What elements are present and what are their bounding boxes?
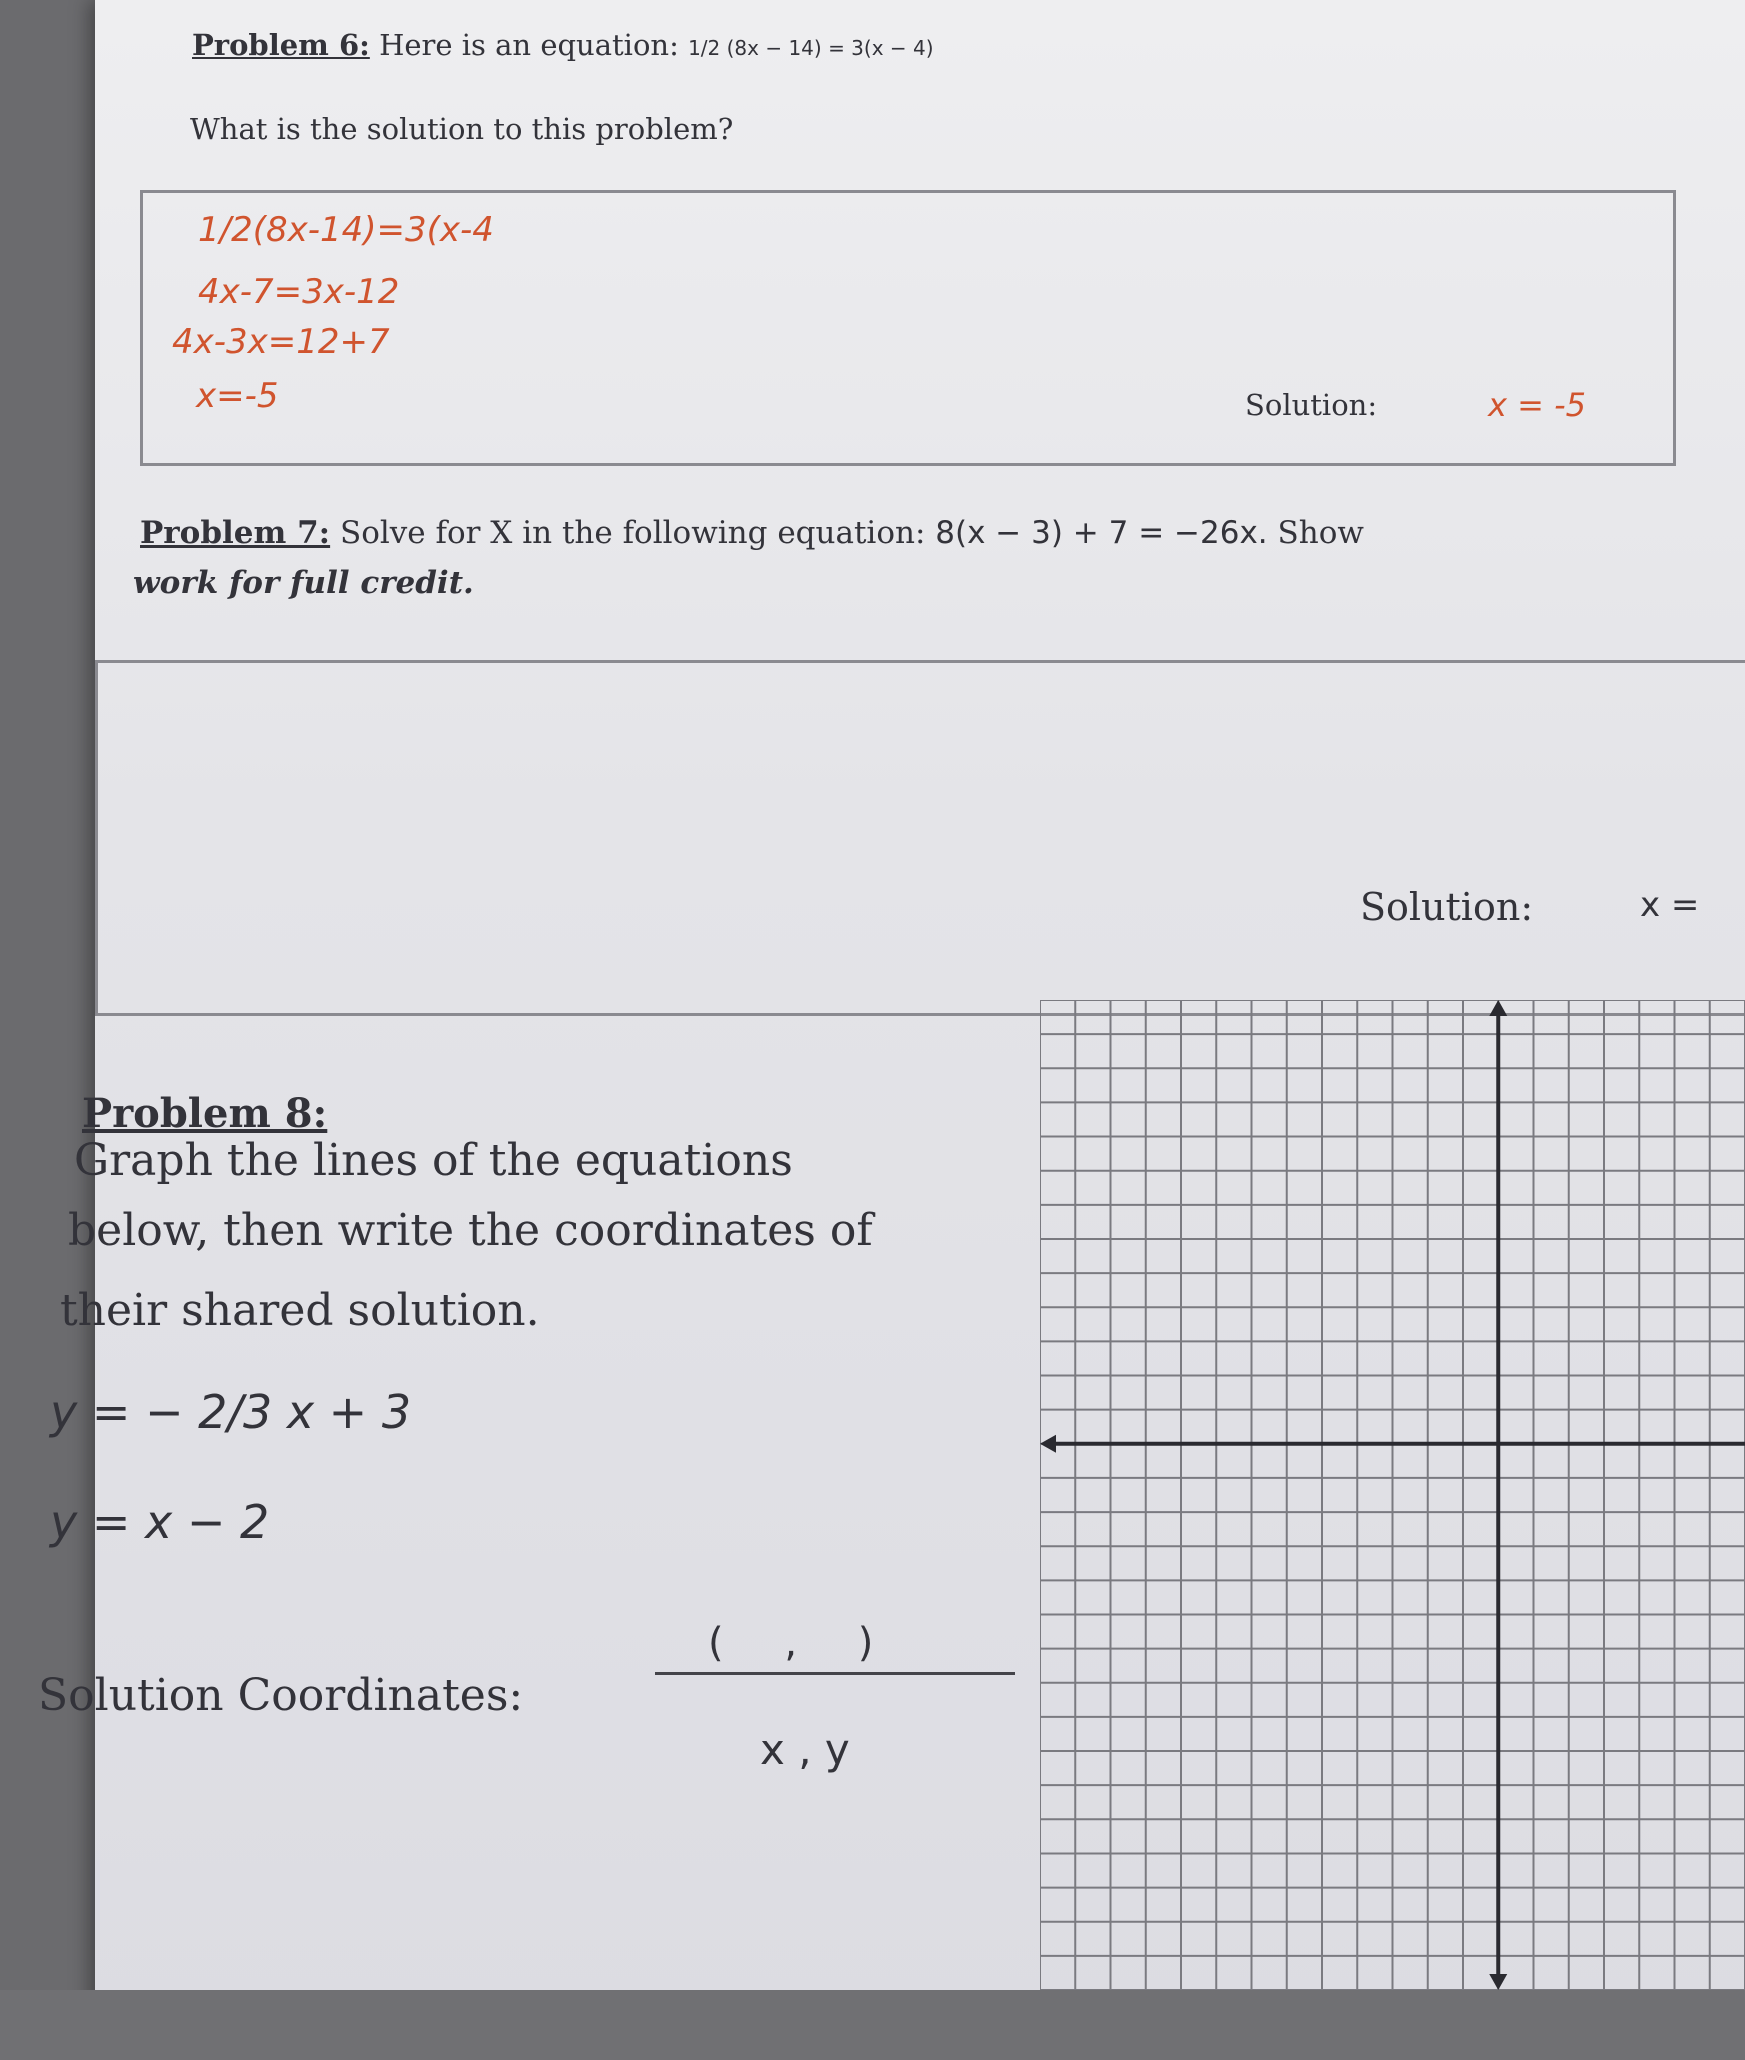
table-surface (0, 1990, 1745, 2060)
problem8-line-3: their shared solution. (60, 1285, 540, 1336)
problem6-heading (192, 28, 934, 62)
work-line-2: 4x-7=3x-12 (198, 272, 400, 312)
problem7-heading (140, 515, 1364, 551)
y-axis-arrow-down-icon (1489, 1974, 1507, 1990)
equation-1: y = − 2/3 x + 3 (50, 1385, 412, 1439)
problem6-question: What is the solution to this problem? (190, 112, 734, 146)
x-axis-arrow-left-icon (1040, 1435, 1056, 1453)
problem7-subtext: work for full credit. (133, 565, 474, 601)
problem6-equation: 1/2 (8x − 14) = 3(x − 4) (688, 36, 934, 60)
work-line-3: 4x-3x=12+7 (172, 322, 390, 362)
problem6-solution-label: Solution: (1245, 388, 1378, 422)
problem7-equation: 8(x − 3) + 7 = −26x. (935, 515, 1268, 551)
coordinates-caption: x , y (760, 1725, 850, 1774)
coordinates-blank-parens: ( , ) (708, 1620, 898, 1666)
coordinates-blank-line[interactable] (655, 1672, 1015, 1675)
problem7-work-box (95, 660, 1745, 1016)
work-line-1: 1/2(8x-14)=3(x-4 (198, 210, 494, 250)
problem7-title: Problem 7: (140, 515, 331, 551)
y-axis-arrow-up-icon (1489, 1000, 1507, 1016)
coordinate-grid[interactable] (1040, 1000, 1745, 1990)
equation-2: y = x − 2 (50, 1495, 270, 1549)
problem7-solution-label: Solution: (1360, 885, 1534, 929)
solution-coordinates-label: Solution Coordinates: (38, 1670, 524, 1721)
problem8-line-1: Graph the lines of the equations (74, 1135, 793, 1186)
problem7-solution-value: x = (1640, 885, 1700, 925)
work-line-4: x=-5 (196, 376, 279, 416)
problem8-title: Problem 8: (82, 1090, 328, 1137)
problem6-text: Here is an equation: (379, 28, 679, 62)
problem8-line-2: below, then write the coordinates of (68, 1205, 873, 1256)
problem6-title: Problem 6: (192, 28, 370, 62)
problem6-solution-value: x = -5 (1488, 386, 1586, 424)
problem7-text: Solve for X in the following equation: (339, 515, 926, 551)
problem7-text-tail: Show (1277, 515, 1364, 551)
